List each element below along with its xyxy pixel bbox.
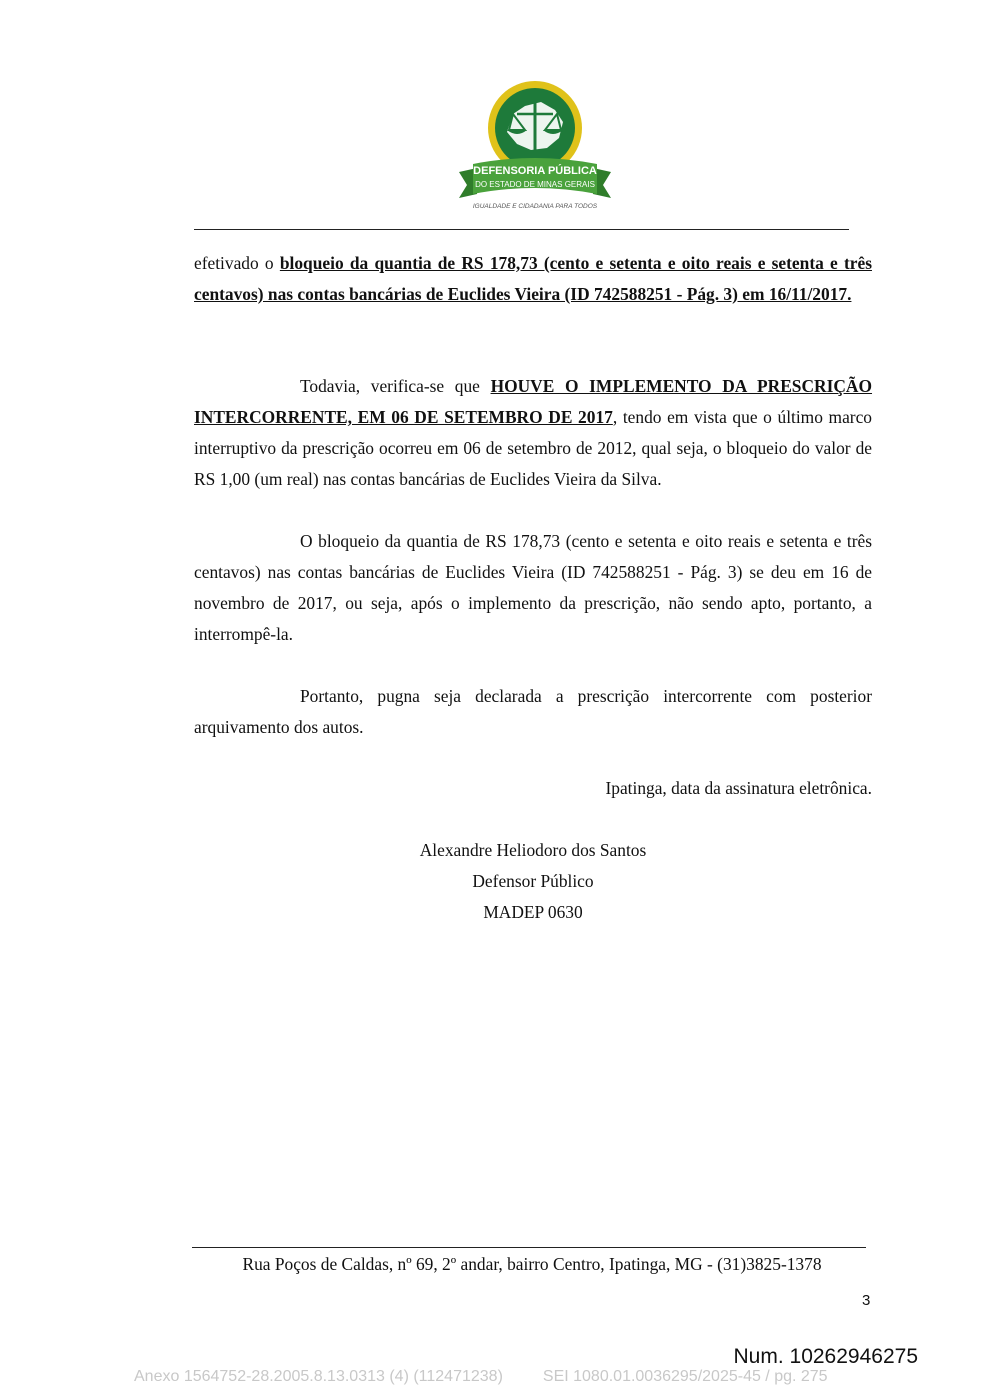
logo-line2: DO ESTADO DE MINAS GERAIS xyxy=(475,180,595,189)
p2-tail: , tendo em vista que o último marco interruptivo da prescrição ocorreu em 06 de setembro de 2012, qual seja, o bloqueio do valor de RS 1,00 (um real) nas contas bancárias de Euclides Vieira da Silva. xyxy=(194,407,872,489)
footer-address: Rua Poços de Caldas, nº 69, 2º andar, bairro Centro, Ipatinga, MG - (31)3825-1378 xyxy=(242,1254,822,1274)
signer-name: Alexandre Heliodoro dos Santos xyxy=(419,840,647,860)
p1-lead: efetivado o xyxy=(194,253,280,273)
signature-block xyxy=(320,835,746,928)
paragraph-1 xyxy=(194,248,872,310)
paragraph-2 xyxy=(194,371,872,495)
signer-role: Defensor Público xyxy=(472,871,594,891)
sei-ref: SEI 1080.01.0036295/2025-45 / pg. 275 xyxy=(542,1368,828,1385)
annex-watermark xyxy=(134,1368,828,1386)
logo-line1: DEFENSORIA PÚBLICA xyxy=(473,165,597,177)
p2-lead: Todavia, verifica-se que xyxy=(300,376,491,396)
p2-highlight: HOUVE O IMPLEMENTO DA PRESCRIÇÃO INTERCORRENTE, EM 06 DE SETEMBRO DE 2017 xyxy=(194,376,873,427)
annex-ref: Anexo 1564752-28.2005.8.13.0313 (4) (112471238) xyxy=(134,1368,503,1385)
document-number: Num. 10262946275 xyxy=(733,1345,918,1368)
paragraph-4: Portanto, pugna seja declarada a prescrição intercorrente com posterior arquivamento dos autos. xyxy=(194,686,872,737)
paragraph-3: O bloqueio da quantia de RS 178,73 (cento e setenta e oito reais e setenta e três centavos) nas contas bancárias de Euclides Vieira (ID 742588251 - Pág. 3) se deu em 16 de novembro de 2017, ou seja, após o implemento da prescrição, não sendo apto, portanto, a interrompê-la. xyxy=(194,531,872,644)
logo-motto: IGUALDADE E CIDADANIA PARA TODOS xyxy=(472,203,598,210)
page-number: 3 xyxy=(862,1292,871,1309)
signer-id: MADEP 0630 xyxy=(483,902,583,922)
footer-divider xyxy=(192,1247,866,1248)
p1-highlight: bloqueio da quantia de RS 178,73 (cento e setenta e oito reais e setenta e três centavos) nas contas bancárias de Euclides Vieira (ID 742588251 - Pág. 3) em 16/11/2017. xyxy=(194,253,872,304)
place-date: Ipatinga, data da assinatura eletrônica. xyxy=(605,778,872,798)
header-divider xyxy=(194,229,849,230)
defensoria-logo xyxy=(455,72,615,214)
